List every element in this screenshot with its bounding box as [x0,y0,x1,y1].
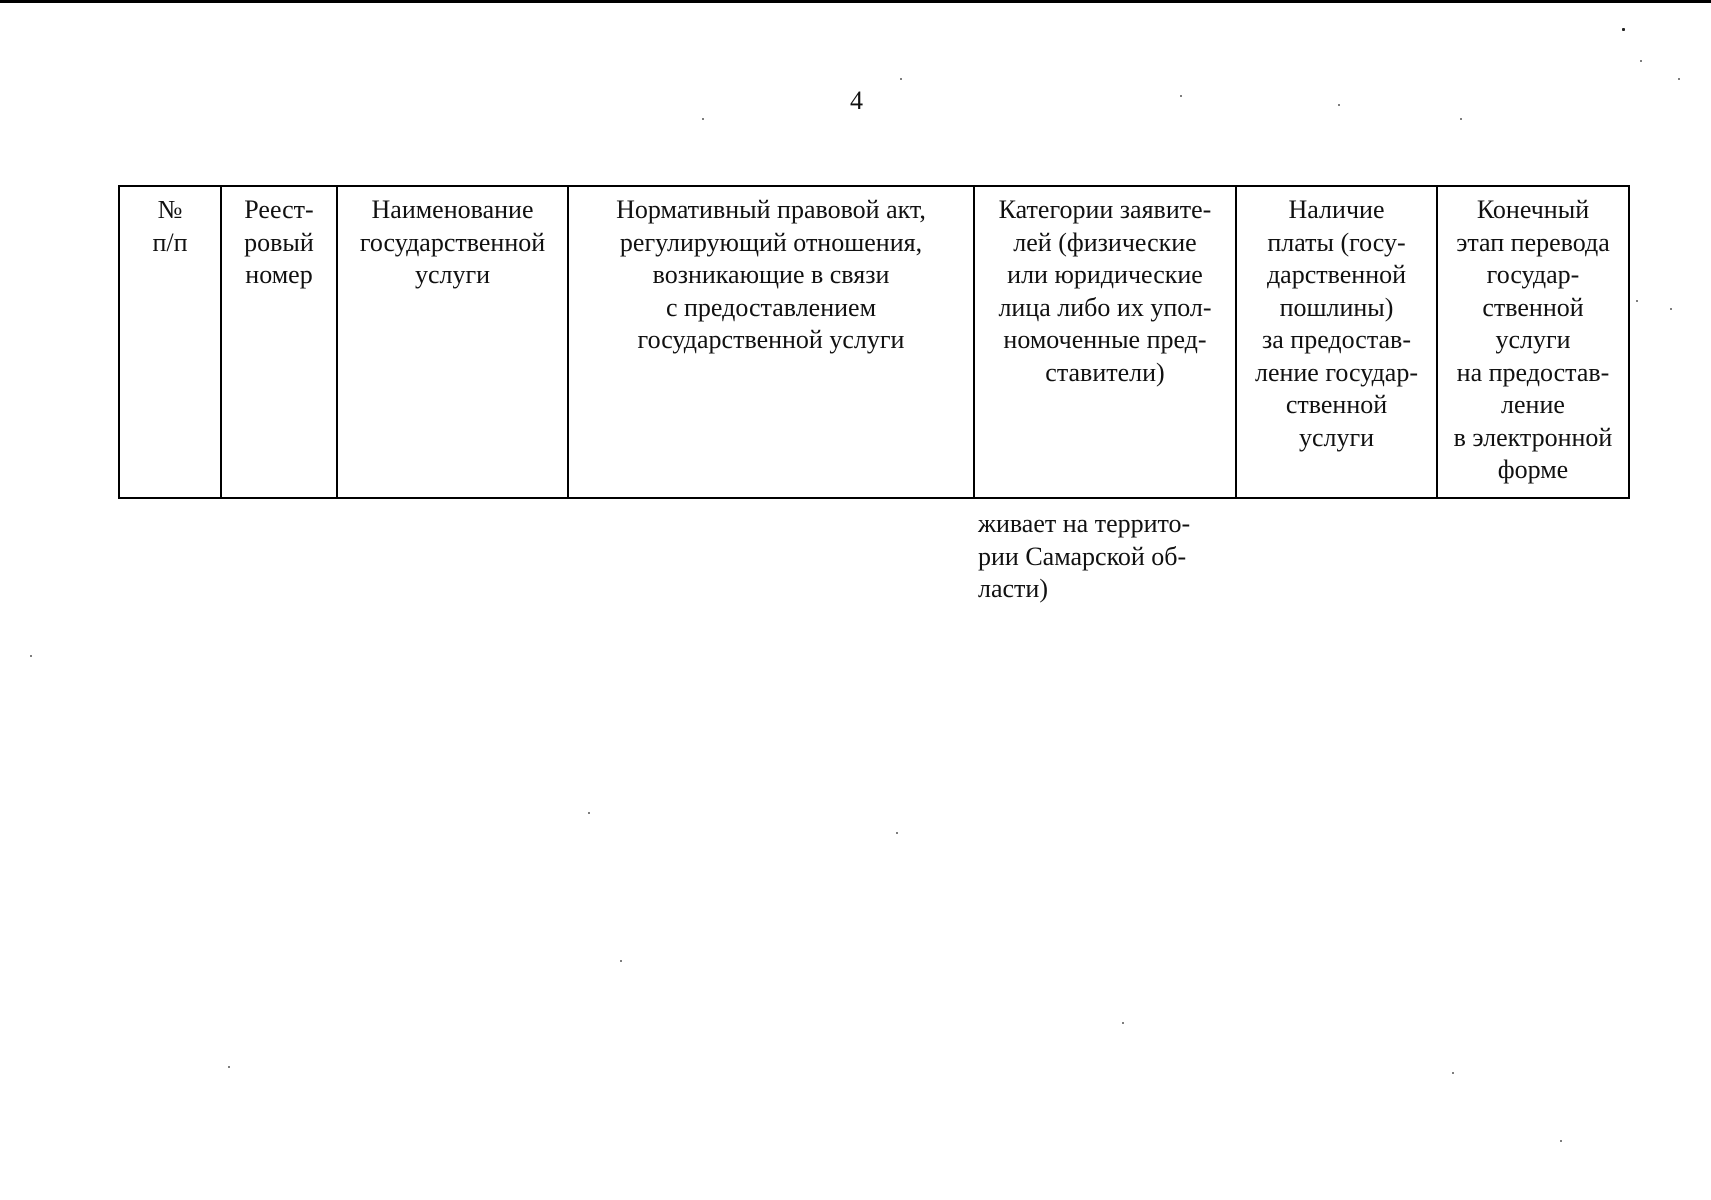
scan-speck [588,812,590,814]
scan-speck [620,960,622,962]
column-header-fee: Наличие платы (госу- дарственной пошлины) за предостав- ление государ- ственной услуги [1236,186,1437,498]
scan-top-edge [0,0,1711,3]
scan-speck [1338,104,1340,106]
scan-speck [1180,95,1182,97]
column-header-service-name: Наименование государственной услуги [337,186,568,498]
column-header-legal-act: Нормативный правовой акт, регулирующий отношения, возникающие в связи с предоставлением государственной услуги [568,186,974,498]
scan-speck [1560,1140,1562,1142]
page-number: 4 [850,86,863,115]
scan-speck [1460,118,1462,120]
continuation-text: живает на террито- рии Самарской об- ласти) [978,509,1191,603]
scan-speck [1622,28,1625,31]
scan-speck [1640,60,1642,62]
scan-speck [1452,1072,1454,1074]
column-header-applicant-categories: Категории заявите- лей (физические или юридические лица либо их упол- номоченные пред- ставители) [974,186,1236,498]
scan-speck [30,655,32,657]
scan-speck [896,832,898,834]
column-header-final-stage: Конечный этап перевода государ- ственной услуги на предостав- ление в электронной форме [1437,186,1629,498]
scan-speck [228,1066,230,1068]
scan-speck [1670,308,1672,310]
scan-speck [1678,78,1680,80]
table-header-row [119,186,1629,498]
scan-speck [702,118,704,120]
scan-speck [900,78,902,80]
scan-speck [1636,300,1638,302]
column-header-registry-number: Реест- ровый номер [221,186,337,498]
column-header-number: № п/п [119,186,221,498]
scan-speck [1122,1022,1124,1024]
services-header-table [118,185,1630,499]
